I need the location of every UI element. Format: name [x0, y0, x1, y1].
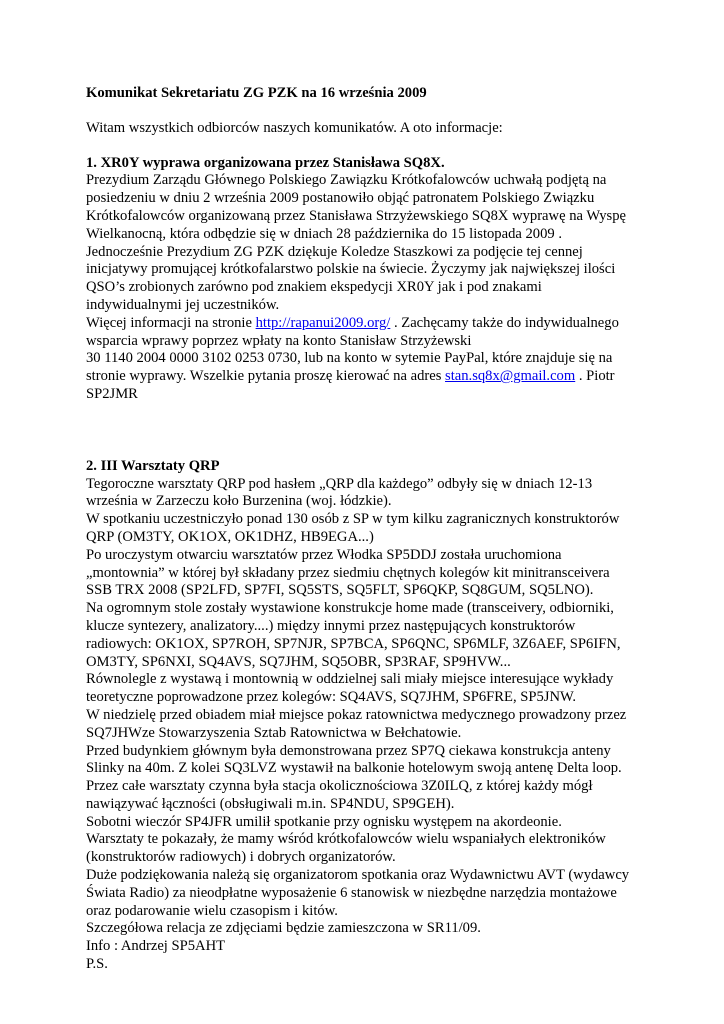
info-credit: Info : Andrzej SP5AHT: [86, 938, 226, 955]
greeting: Witam wszystkich odbiorców naszych komunikatów. A oto informacje:: [86, 119, 503, 136]
paragraph-line: Szczegółowa relacja ze zdjęciami będzie zamieszczona w SR11/09.: [86, 920, 481, 937]
paragraph-line: SQ7JHWze Stowarzyszenia Sztab Ratownictwa w Bełchatowie.: [86, 724, 462, 741]
expedition-website-link[interactable]: http://rapanui2009.org/: [255, 314, 391, 331]
section-2-heading: 2. III Warsztaty QRP: [86, 457, 220, 474]
section-1-body: [86, 172, 696, 403]
section-2-body: [86, 476, 696, 974]
postscript-label: P.S.: [86, 956, 108, 973]
contact-prefix: stronie wyprawy. Wszelkie pytania proszę kierować na adres: [86, 368, 446, 385]
paragraph-line: Sobotni wieczór SP4JFR umilił spotkanie przy ognisku występem na akordeonie.: [86, 813, 562, 830]
contact-line: [86, 368, 696, 386]
paragraph-line: Prezydium Zarządu Głównego Polskiego Zawiązku Krótkofalowców uchwałą podjętą na: [86, 172, 607, 189]
paragraph-line: Wielkanocną, która odbędzie się w dniach 28 października do 15 listopada 2009 .: [86, 225, 562, 242]
paragraph-line: (konstruktorów radiowych) i dobrych organizatorów.: [86, 849, 396, 866]
more-info-line: [86, 315, 696, 333]
paragraph-line: Slinky na 40m. Z kolei SQ3LVZ wystawił na balkonie hotelowym swoją antenę Delta loop.: [86, 760, 622, 777]
paragraph-line: Tegoroczne warsztaty QRP pod hasłem „QRP dla każdego” odbyły się w dniach 12-13: [86, 475, 593, 492]
paragraph-line: OM3TY, SP6NXI, SQ4AVS, SQ7JHM, SQ5OBR, SP3RAF, SP9HVW...: [86, 653, 511, 670]
document-page: [86, 85, 696, 974]
paragraph-line: „montownia” w której był składany przez siedmiu chętnych kolegów kit minitransceivera: [86, 564, 610, 581]
paragraph-line: Równolegle z wystawą i montownią w oddzielnej sali miały miejsce interesujące wykłady: [86, 671, 614, 688]
paragraph-line: Krótkofalowców organizowaną przez Stanisława Strzyżewskiego SQ8X wyprawę na Wyspę: [86, 207, 627, 224]
paragraph-line: indywidualnymi jej uczestników.: [86, 296, 280, 313]
paragraph-line: Po uroczystym otwarciu warsztatów przez Włodka SP5DDJ została uruchomiona: [86, 546, 562, 563]
paragraph-line: klucze syntezery, analizatory....) między innymi przez następujących konstruktorów: [86, 617, 576, 634]
more-info-prefix: Więcej informacji na stronie: [86, 314, 256, 331]
paragraph-line: wsparcia wprawy poprzez wpłaty na konto Stanisław Strzyżewski: [86, 332, 472, 349]
paragraph-line: 30 1140 2004 0000 3102 0253 0730, lub na konto w sytemie PayPal, które znajduje się na: [86, 350, 613, 367]
paragraph-line: Jednocześnie Prezydium ZG PZK dziękuje Koledze Staszkowi za podjęcie tej cennej: [86, 243, 583, 260]
document-title: Komunikat Sekretariatu ZG PZK na 16 września 2009: [86, 85, 427, 101]
paragraph-line: teoretyczne poprowadzone przez kolegów: SQ4AVS, SQ7JHM, SP6FRE, SP5JNW.: [86, 689, 577, 706]
paragraph-line: SSB TRX 2008 (SP2LFD, SP7FI, SQ5STS, SQ5FLT, SP6QKP, SQ8GUM, SQ5LNO).: [86, 582, 594, 599]
paragraph-line: radiowych: OK1OX, SP7ROH, SP7NJR, SP7BCA, SP6QNC, SP6MLF, 3Z6AEF, SP6IFN,: [86, 635, 621, 652]
section-1-heading: 1. XR0Y wyprawa organizowana przez Stanisława SQ8X.: [86, 154, 445, 171]
section-spacer: [86, 404, 696, 458]
contact-suffix: . Piotr: [575, 368, 615, 385]
paragraph-line: W niedzielę przed obiadem miał miejsce pokaz ratownictwa medycznego prowadzony przez: [86, 706, 627, 723]
more-info-suffix: . Zachęcamy także do indywidualnego: [390, 314, 619, 331]
paragraph-line: W spotkaniu uczestniczyło ponad 130 osób z SP w tym kilku zagranicznych konstruktorów: [86, 511, 620, 528]
paragraph-line: Duże podziękowania należą się organizatorom spotkania oraz Wydawnictwu AVT (wydawcy: [86, 867, 630, 884]
paragraph-line: oraz podarowanie wielu czasopism i kitów.: [86, 902, 338, 919]
paragraph-line: września w Zarzeczu koło Burzenina (woj. łódzkie).: [86, 493, 392, 510]
signature: SP2JMR: [86, 385, 138, 402]
paragraph-line: posiedzeniu w dniu 2 września 2009 postanowiło objąć patronatem Polskiego Związku: [86, 190, 595, 207]
paragraph-line: inicjatywy promującej krótkofalarstwo polskie na świecie. Życzymy jak największej ilości: [86, 261, 616, 278]
paragraph-line: Warsztaty te pokazały, że mamy wśród krótkofalowców wielu wspaniałych elektroników: [86, 831, 606, 848]
paragraph-line: Przed budynkiem głównym była demonstrowana przez SP7Q ciekawa konstrukcja anteny: [86, 742, 611, 759]
paragraph-line: QRP (OM3TY, OK1OX, OK1DHZ, HB9EGA...): [86, 528, 374, 545]
paragraph-line: nawiązywać łączności (obsługiwali m.in. SP4NDU, SP9GEH).: [86, 795, 455, 812]
paragraph-line: Przez całe warsztaty czynna była stacja okolicznościowa 3Z0ILQ, z której każdy mógł: [86, 778, 593, 795]
paragraph-line: Na ogromnym stole zostały wystawione konstrukcje home made (transceivery, odbiorniki,: [86, 600, 614, 617]
email-link[interactable]: stan.sq8x@gmail.com: [445, 368, 576, 385]
paragraph-line: QSO’s zrobionych zarówno pod znakiem ekspedycji XR0Y jak i pod znakami: [86, 279, 542, 296]
paragraph-line: Świata Radio) za nieodpłatne wyposażenie 6 stanowisk w niezbędne narzędzia montażowe: [86, 884, 617, 901]
